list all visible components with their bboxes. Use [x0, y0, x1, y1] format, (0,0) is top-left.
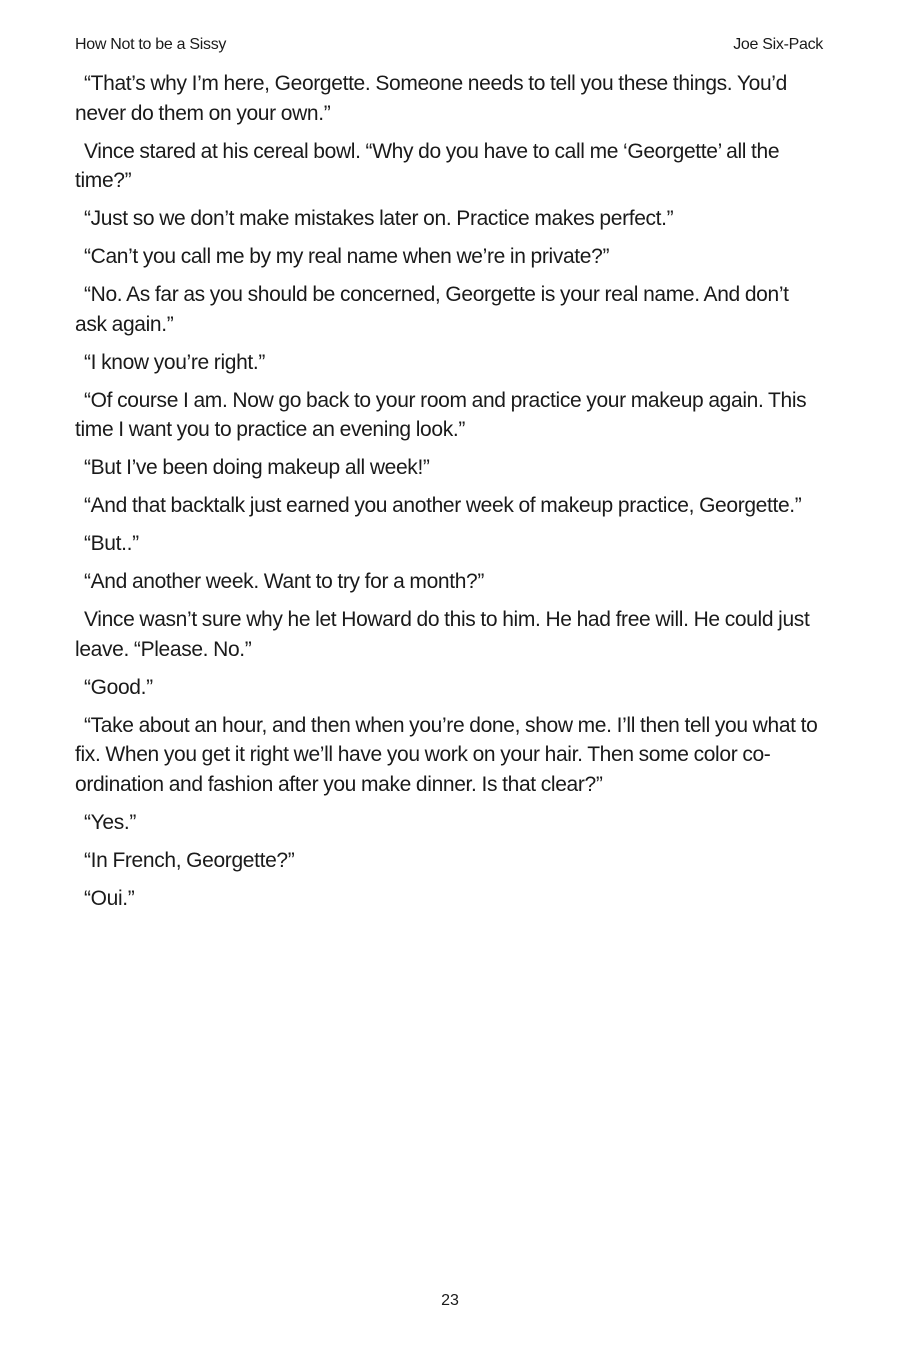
- running-header: [75, 36, 823, 56]
- paragraph: Vince stared at his cereal bowl. “Why do you have to call me ‘Georgette’ all the time?”: [75, 139, 780, 192]
- page-number: 23: [441, 1292, 459, 1309]
- paragraph: “In French, Georgette?”: [84, 848, 295, 872]
- paragraph: “Yes.”: [84, 810, 136, 834]
- paragraph: “Of course I am. Now go back to your room and practice your makeup again. This time I want you to practice an evening look.”: [75, 388, 807, 441]
- book-title: How Not to be a Sissy: [75, 36, 227, 53]
- paragraph: “Good.”: [84, 675, 153, 699]
- author-name: Joe Six-Pack: [733, 36, 823, 53]
- paragraph: “That’s why I’m here, Georgette. Someone needs to tell you these things. You’d never do them on your own.”: [75, 72, 787, 125]
- paragraph: “But I’ve been doing makeup all week!”: [84, 456, 430, 479]
- paragraph: “No. As far as you should be concerned, Georgette is your real name. And don’t ask again.”: [75, 283, 789, 336]
- paragraph: Vince wasn’t sure why he let Howard do this to him. He had free will. He could just leave. “Please. No.”: [75, 608, 810, 661]
- paragraph: “Oui.”: [84, 886, 135, 910]
- paragraph: “But..”: [84, 532, 139, 555]
- paragraph: “I know you’re right.”: [84, 350, 266, 374]
- body-text: [75, 69, 825, 922]
- paragraph: “Can’t you call me by my real name when we’re in private?”: [84, 245, 610, 268]
- paragraph: “Just so we don’t make mistakes later on. Practice makes perfect.”: [84, 207, 674, 230]
- paragraph: “And that backtalk just earned you another week of makeup practice, Georgette.”: [84, 494, 802, 517]
- paragraph: “And another week. Want to try for a month?”: [84, 570, 485, 593]
- paragraph: “Take about an hour, and then when you’re done, show me. I’ll then tell you what to fix. When you get it right we’ll have you work on your hair. Then some color co-ordination and fashion after you make dinner. Is that clear?”: [75, 713, 818, 796]
